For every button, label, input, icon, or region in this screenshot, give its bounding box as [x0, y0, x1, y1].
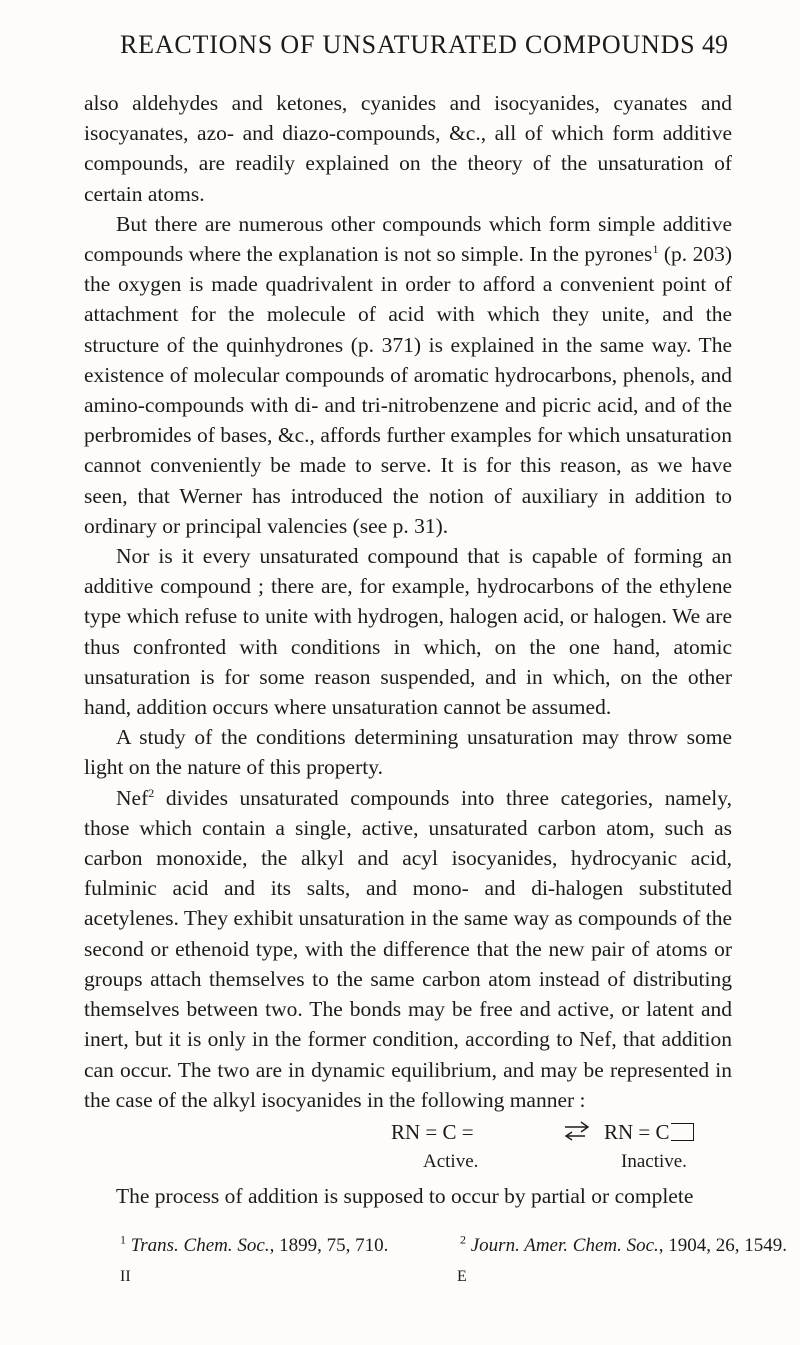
footnote-ref-2: 2 [148, 785, 155, 800]
isocyanide-equilibrium-equation [84, 1115, 732, 1179]
equilibrium-arrows-icon [563, 1119, 591, 1143]
footnotes [120, 1232, 788, 1257]
paragraph-3: Nor is it every unsaturated compound that is capable of forming an additive compound ; there are, for example, hydrocarbons of the ethylene type which refuse to unite with hydrogen, halogen acid, or halogen. We are thus confronted with conditions in which, on the one hand, atomic unsaturation is for some reason suspended, and in which, on the other hand, addition occurs where unsaturation cannot be assumed. [84, 544, 732, 720]
latent-bond-bracket [671, 1123, 694, 1141]
active-label: Active. [423, 1150, 479, 1172]
closing-line: The process of addition is supposed to occur by partial or complete [116, 1183, 694, 1208]
paragraph-2: But there are numerous other compounds which form simple additive compounds where the explanation is not so simple. In the pyrones$^1$ (p. 203) the oxygen is made quadrivalent in order to afford a convenient point of attachment for the molecule of acid with which they unite, and the structure of the quinhydrones (p. 371) is explained in the same way. The existence of molecular compounds of aromatic hydrocarbons, phenols, and amino-compounds with di- and tri-nitrobenzene and picric acid, and of the perbromides of bases, &c., affords further examples for which unsaturation cannot conveniently be made to serve. It is for this reason, as we have seen, that Werner has introduced the notion of auxiliary in addition to ordinary or principal valencies (see p. 31). [84, 211, 732, 538]
signature-mark-left: II [120, 1268, 131, 1285]
body-text [84, 88, 732, 1211]
paragraph-5: Nef$^2$ divides unsaturated compounds into three categories, namely, those which contain a single, active, unsaturated carbon atom, such as carbon monoxide, the alkyl and acyl isocyanides, hydrocyanic acid, fulminic acid and its salts, and mono- and di-halogen substituted acetylenes. They exhibit unsaturation in the same way as compounds of the second or ethenoid type, with the difference that the new pair of atoms or groups attach themselves to the same carbon atom instead of distributing themselves between two. The bonds may be free and active, or latent and inert, but it is only in the former condition, according to Nef, that addition can occur. The two are in dynamic equilibrium, and may be represented in the case of the alkyl isocyanides in the following manner : [84, 785, 733, 1112]
signature-mark-right: E [457, 1268, 467, 1285]
running-title: REACTIONS OF UNSATURATED COMPOUNDS [120, 30, 696, 59]
paragraph-4: A study of the conditions determining unsaturation may throw some light on the nature of this property. [84, 725, 732, 780]
footnote-1: $^1$ Trans. Chem. Soc., 1899, 75, 710. [120, 1232, 389, 1256]
page-number: 49 [702, 30, 728, 59]
inactive-formula: RN = C [604, 1117, 694, 1147]
running-header [0, 30, 800, 70]
inactive-label: Inactive. [621, 1150, 687, 1172]
active-formula: RN = C = [391, 1119, 474, 1144]
footnote-ref-1: 1 [652, 241, 659, 256]
paragraph-1: also aldehydes and ketones, cyanides and isocyanides, cyanates and isocyanates, azo- and diazo-compounds, &c., all of which form additive compounds, are readily explained on the theory of the unsaturation of certain atoms. [84, 91, 732, 206]
footnote-2: $^2$ Journ. Amer. Chem. Soc., 1904, 26, 1549. [460, 1232, 788, 1256]
